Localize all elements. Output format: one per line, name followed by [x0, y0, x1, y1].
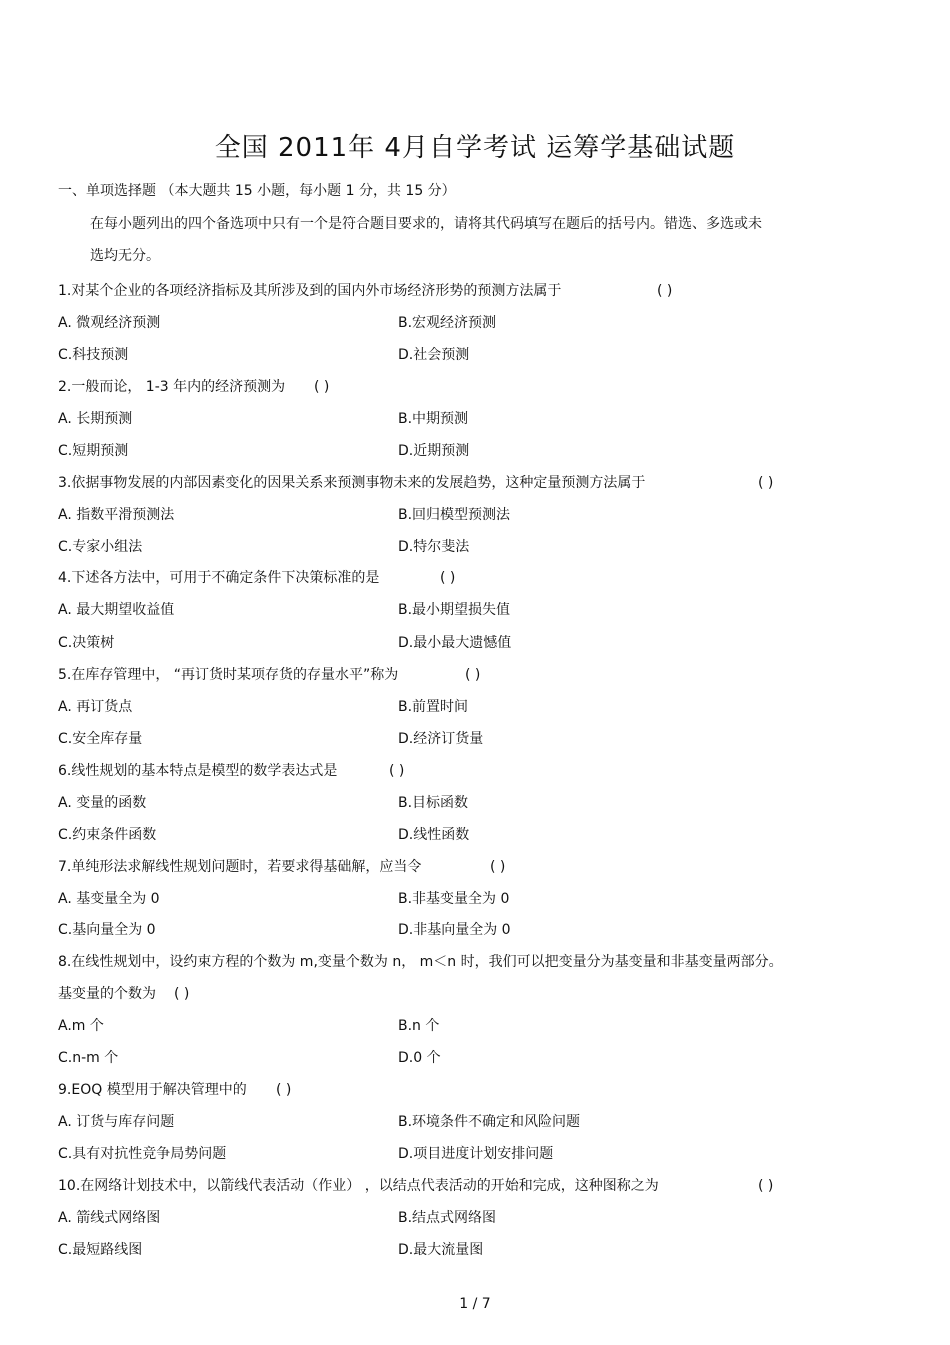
section-instruction-line1: 在每小题列出的四个备选项中只有一个是符合题目要求的，请将其代码填写在题后的括号内。错选、多选或未	[90, 216, 762, 232]
question-8-option-d: D.0 个	[398, 1050, 441, 1066]
question-5-option-c: C.安全库存量	[58, 731, 143, 747]
question-8-option-a: A.m 个	[58, 1018, 104, 1034]
question-2-option-a: A. 长期预测	[58, 411, 133, 427]
question-7-answer-blank: ( )	[490, 859, 506, 875]
question-3-option-b: B.回归模型预测法	[398, 507, 511, 523]
question-8-answer-blank: ( )	[174, 986, 190, 1002]
question-7-text: 7.单纯形法求解线性规划问题时，若要求得基础解，应当令	[58, 859, 422, 875]
question-5-answer-blank: ( )	[465, 667, 481, 683]
question-3-option-c: C.专家小组法	[58, 539, 143, 555]
question-1-option-b: B.宏观经济预测	[398, 315, 497, 331]
question-8-option-c: C.n-m 个	[58, 1050, 119, 1066]
question-2-answer-blank: ( )	[314, 379, 330, 395]
question-4-option-a: A. 最大期望收益值	[58, 602, 175, 618]
question-9-option-d: D.项目进度计划安排问题	[398, 1146, 554, 1162]
section-heading: 一、单项选择题 （本大题共 15 小题，每小题 1 分，共 15 分）	[58, 183, 456, 199]
question-4-answer-blank: ( )	[440, 570, 456, 586]
question-4-option-b: B.最小期望损失值	[398, 602, 511, 618]
question-6-option-c: C.约束条件函数	[58, 827, 157, 843]
question-2-option-c: C.短期预测	[58, 443, 129, 459]
question-9-option-b: B.环境条件不确定和风险问题	[398, 1114, 581, 1130]
question-10-option-d: D.最大流量图	[398, 1242, 484, 1258]
question-5-option-b: B.前置时间	[398, 699, 469, 715]
question-5-text: 5.在库存管理中， “再订货时某项存货的存量水平”称为	[58, 667, 399, 683]
question-3-option-a: A. 指数平滑预测法	[58, 507, 175, 523]
question-1-option-a: A. 微观经济预测	[58, 315, 161, 331]
question-4-option-d: D.最小最大遗憾值	[398, 635, 512, 651]
question-3-option-d: D.特尔斐法	[398, 539, 470, 555]
question-10-option-c: C.最短路线图	[58, 1242, 143, 1258]
question-5-option-d: D.经济订货量	[398, 731, 484, 747]
question-10-answer-blank: ( )	[758, 1178, 774, 1194]
question-2-option-d: D.近期预测	[398, 443, 470, 459]
question-1-text: 1.对某个企业的各项经济指标及其所涉及到的国内外市场经济形势的预测方法属于	[58, 283, 562, 299]
question-10-text: 10.在网络计划技术中，以箭线代表活动（作业） ，以结点代表活动的开始和完成，这种图称之为	[58, 1178, 659, 1194]
question-1-option-d: D.社会预测	[398, 347, 470, 363]
question-10-option-b: B.结点式网络图	[398, 1210, 497, 1226]
question-6-option-b: B.目标函数	[398, 795, 469, 811]
question-4-option-c: C.决策树	[58, 635, 115, 651]
question-6-option-a: A. 变量的函数	[58, 795, 147, 811]
question-6-answer-blank: ( )	[389, 763, 405, 779]
question-2-option-b: B.中期预测	[398, 411, 469, 427]
question-3-answer-blank: ( )	[758, 475, 774, 491]
question-9-answer-blank: ( )	[276, 1082, 292, 1098]
question-9-option-a: A. 订货与库存问题	[58, 1114, 175, 1130]
question-5-option-a: A. 再订货点	[58, 699, 133, 715]
question-2-text: 2.一般而论， 1-3 年内的经济预测为	[58, 379, 286, 395]
question-6-option-d: D.线性函数	[398, 827, 470, 843]
question-8-text-continued: 基变量的个数为	[58, 986, 156, 1002]
question-8-text: 8.在线性规划中，设约束方程的个数为 m,变量个数为 n， m＜n 时，我们可以把变量分为基变量和非基变量两部分。	[58, 954, 783, 970]
section-instruction-line2: 选均无分。	[90, 248, 160, 264]
question-7-option-c: C.基向量全为 0	[58, 922, 156, 938]
question-4-text: 4.下述各方法中，可用于不确定条件下决策标准的是	[58, 570, 380, 586]
page-title: 全国 2011年 4月自学考试 运筹学基础试题	[214, 133, 736, 163]
question-6-text: 6.线性规划的基本特点是模型的数学表达式是	[58, 763, 338, 779]
question-7-option-b: B.非基变量全为 0	[398, 891, 510, 907]
question-1-answer-blank: ( )	[657, 283, 673, 299]
question-3-text: 3.依据事物发展的内部因素变化的因果关系来预测事物未来的发展趋势，这种定量预测方法属于	[58, 475, 646, 491]
question-7-option-d: D.非基向量全为 0	[398, 922, 511, 938]
question-8-option-b: B.n 个	[398, 1018, 440, 1034]
question-7-option-a: A. 基变量全为 0	[58, 891, 160, 907]
question-10-option-a: A. 箭线式网络图	[58, 1210, 161, 1226]
question-9-text: 9.EOQ 模型用于解决管理中的	[58, 1082, 247, 1098]
question-9-option-c: C.具有对抗性竞争局势问题	[58, 1146, 227, 1162]
page-number: 1 / 7	[459, 1296, 491, 1312]
question-1-option-c: C.科技预测	[58, 347, 129, 363]
